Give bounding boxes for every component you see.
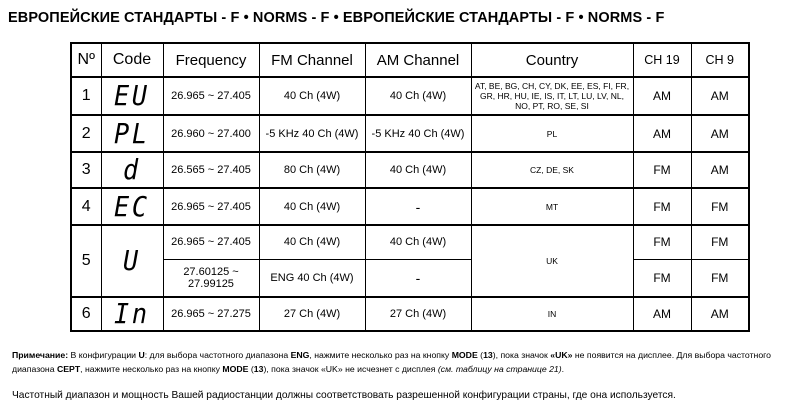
note-page-reference: (см. таблицу на странице 21) <box>437 364 562 374</box>
row-num: 6 <box>71 297 101 331</box>
note-text: , нажмите несколько раз на кнопку <box>309 350 452 360</box>
row-am-channel: 40 Ch (4W) <box>365 225 471 259</box>
note-text: ), пока значок «UK» не исчезнет с дисплея <box>263 364 438 374</box>
lcd-code: d <box>123 153 141 186</box>
row-num: 3 <box>71 152 101 188</box>
header-code: Code <box>101 43 163 77</box>
row-fm-channel: ENG 40 Ch (4W) <box>259 259 365 297</box>
row-country: PL <box>471 115 633 152</box>
table-row <box>71 152 749 188</box>
row-fm-channel: 80 Ch (4W) <box>259 152 365 188</box>
row-fm-channel: 40 Ch (4W) <box>259 188 365 225</box>
row-ch9: FM <box>691 225 749 259</box>
row-am-channel: - <box>365 188 471 225</box>
table-header-row <box>71 43 749 77</box>
row-ch19: FM <box>633 188 691 225</box>
note-paragraph <box>12 348 804 376</box>
row-ch19: FM <box>633 152 691 188</box>
table-row <box>71 225 749 259</box>
note-text: ENG <box>290 350 310 360</box>
note-text: ), пока значок <box>492 350 551 360</box>
note-text: «UK» <box>550 350 573 360</box>
row-frequency: 26.965 ~ 27.405 <box>163 225 259 259</box>
note-text: . <box>561 364 565 374</box>
row-country: UK <box>471 225 633 297</box>
row-num: 4 <box>71 188 101 225</box>
row-num: 1 <box>71 77 101 115</box>
row-num: 5 <box>71 225 101 297</box>
header-ch19: CH 19 <box>633 43 691 77</box>
row-fm-channel: 27 Ch (4W) <box>259 297 365 331</box>
row-frequency: 26.965 ~ 27.405 <box>163 188 259 225</box>
note-text: MODE <box>222 364 249 374</box>
note-text: ( <box>477 350 484 360</box>
row-code <box>101 115 163 152</box>
row-ch9: AM <box>691 115 749 152</box>
footer-text: Частотный диапазон и мощность Вашей радиостанции должны соответствовать разрешенной конфигурации страны, где она используется. <box>12 390 676 401</box>
row-ch19: AM <box>633 115 691 152</box>
table-row <box>71 188 749 225</box>
note-text: MODE <box>451 350 478 360</box>
row-fm-channel: -5 KHz 40 Ch (4W) <box>259 115 365 152</box>
row-country: IN <box>471 297 633 331</box>
row-code <box>101 188 163 225</box>
note-text: , нажмите несколько раз на кнопку <box>80 364 223 374</box>
header-num: Nº <box>71 43 101 77</box>
row-fm-channel: 40 Ch (4W) <box>259 77 365 115</box>
lcd-code: PL <box>114 116 150 150</box>
row-ch9: AM <box>691 152 749 188</box>
table-row <box>71 77 749 115</box>
note-text: : для выбора частотного диапазона <box>144 350 291 360</box>
table-row <box>71 297 749 331</box>
row-code <box>101 297 163 331</box>
row-frequency: 26.965 ~ 27.275 <box>163 297 259 331</box>
row-country: AT, BE, BG, CH, CY, DK, EE, ES, FI, FR, GR, HR, HU, IE, IS, IT, LT, LU, LV, NL, NO, PT, RO, SE, SI <box>471 77 633 115</box>
row-am-channel: 40 Ch (4W) <box>365 77 471 115</box>
table-row <box>71 259 749 297</box>
row-ch9: FM <box>691 188 749 225</box>
header-frequency: Frequency <box>163 43 259 77</box>
row-frequency: 26.965 ~ 27.405 <box>163 77 259 115</box>
note-text: В конфигурации <box>68 350 139 360</box>
header-am-channel: AM Channel <box>365 43 471 77</box>
row-fm-channel: 40 Ch (4W) <box>259 225 365 259</box>
note-text: CEPT <box>56 364 81 374</box>
row-code <box>101 77 163 115</box>
row-am-channel: - <box>365 259 471 297</box>
row-ch19: AM <box>633 77 691 115</box>
row-frequency: 26.960 ~ 27.400 <box>163 115 259 152</box>
row-country: CZ, DE, SK <box>471 152 633 188</box>
row-ch9: AM <box>691 297 749 331</box>
row-am-channel: -5 KHz 40 Ch (4W) <box>365 115 471 152</box>
row-ch9: AM <box>691 77 749 115</box>
row-ch19: AM <box>633 297 691 331</box>
row-ch19: FM <box>633 259 691 297</box>
row-code <box>101 152 163 188</box>
standards-table <box>70 42 750 332</box>
note-text: U <box>138 350 145 360</box>
row-country: MT <box>471 188 633 225</box>
row-frequency: 26.565 ~ 27.405 <box>163 152 259 188</box>
lcd-code: U <box>123 244 141 277</box>
row-am-channel: 27 Ch (4W) <box>365 297 471 331</box>
lcd-code: EU <box>114 79 150 112</box>
row-ch9: FM <box>691 259 749 297</box>
note-text: ( <box>248 364 254 374</box>
table-row <box>71 115 749 152</box>
row-code <box>101 225 163 297</box>
row-num: 2 <box>71 115 101 152</box>
header-country: Country <box>471 43 633 77</box>
note-text: 13 <box>253 364 264 374</box>
header-fm-channel: FM Channel <box>259 43 365 77</box>
row-ch19: FM <box>633 225 691 259</box>
row-am-channel: 40 Ch (4W) <box>365 152 471 188</box>
note-text: 13 <box>483 350 493 360</box>
lcd-code: EC <box>114 189 150 223</box>
row-frequency: 27.60125 ~ 27.99125 <box>163 259 259 297</box>
lcd-code: In <box>114 297 150 330</box>
header-ch9: CH 9 <box>691 43 749 77</box>
note-label: Примечание: <box>12 350 69 360</box>
note-text: не появится на дисплее. Для выбора частотного диапазона <box>12 350 771 374</box>
page-title: ЕВРОПЕЙСКИЕ СТАНДАРТЫ - F • NORMS - F • ЕВРОПЕЙСКИЕ СТАНДАРТЫ - F • NORMS - F <box>8 10 665 26</box>
